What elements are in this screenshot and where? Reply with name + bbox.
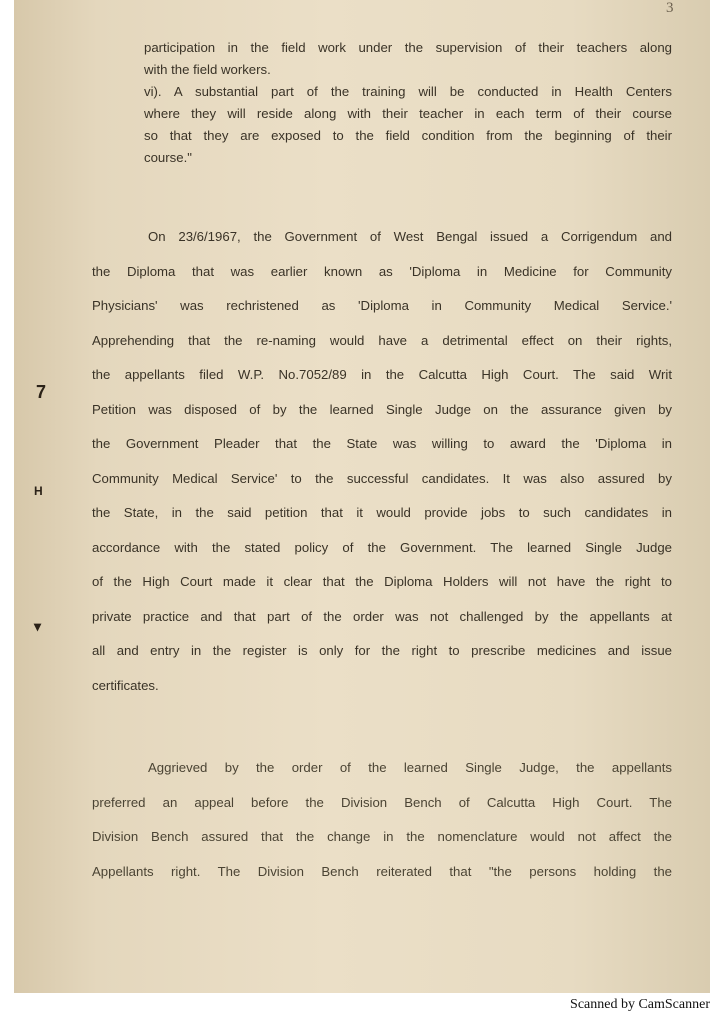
- page-number: 3: [666, 0, 674, 16]
- paragraph-corrigendum: [92, 229, 672, 712]
- margin-mark: H: [34, 484, 43, 498]
- text-line: vi). A substantial part of the training will be conducted in Health Centers: [144, 84, 672, 99]
- text-line: all and entry in the register is only for the right to prescribe medicines and issue: [92, 643, 672, 658]
- text-line: of the High Court made it clear that the Diploma Holders will not have the right to: [92, 574, 672, 589]
- text-line: accordance with the stated policy of the Government. The learned Single Judge: [92, 539, 672, 555]
- margin-mark: ▾: [34, 618, 42, 634]
- text-line: Aggrieved by the order of the learned Single Judge, the appellants: [148, 760, 672, 775]
- text-line: the appellants filed W.P. No.7052/89 in the Calcutta High Court. The said Writ: [92, 367, 672, 382]
- text-line: Division Bench assured that the change in the nomenclature would not affect the: [92, 829, 672, 844]
- text-line: On 23/6/1967, the Government of West Bengal issued a Corrigendum and: [148, 229, 672, 244]
- text-line: the Government Pleader that the State was willing to award the 'Diploma in: [92, 436, 672, 451]
- text-line: the State, in the said petition that it would provide jobs to such candidates in: [92, 505, 672, 520]
- scanner-watermark: Scanned by CamScanner: [570, 997, 710, 1012]
- text-line: so that they are exposed to the field condition from the beginning of their: [144, 128, 672, 143]
- text-line: Apprehending that the re-naming would have a detrimental effect on their rights,: [92, 332, 672, 348]
- text-line: certificates.: [92, 677, 159, 693]
- margin-mark: 7: [36, 382, 47, 402]
- text-line: Community Medical Service' to the successful candidates. It was also assured by: [92, 470, 672, 486]
- text-line: private practice and that part of the order was not challenged by the appellants at: [92, 608, 672, 624]
- text-line: course.": [144, 150, 192, 165]
- text-line: preferred an appeal before the Division Bench of Calcutta High Court. The: [92, 794, 672, 810]
- text-line: where they will reside along with their teacher in each term of their course: [144, 106, 672, 121]
- text-line: with the field workers.: [144, 62, 271, 77]
- scanned-page: [14, 0, 710, 993]
- text-line: Physicians' was rechristened as 'Diploma in Community Medical Service.': [92, 298, 672, 313]
- text-line: participation in the field work under the supervision of their teachers along: [144, 40, 672, 55]
- text-line: Petition was disposed of by the learned Single Judge on the assurance given by: [92, 401, 672, 417]
- paragraph-appeal: [92, 760, 672, 898]
- text-line: Appellants right. The Division Bench reiterated that "the persons holding the: [92, 863, 672, 879]
- continued-list-block: [144, 40, 672, 172]
- text-line: the Diploma that was earlier known as 'Diploma in Medicine for Community: [92, 263, 672, 279]
